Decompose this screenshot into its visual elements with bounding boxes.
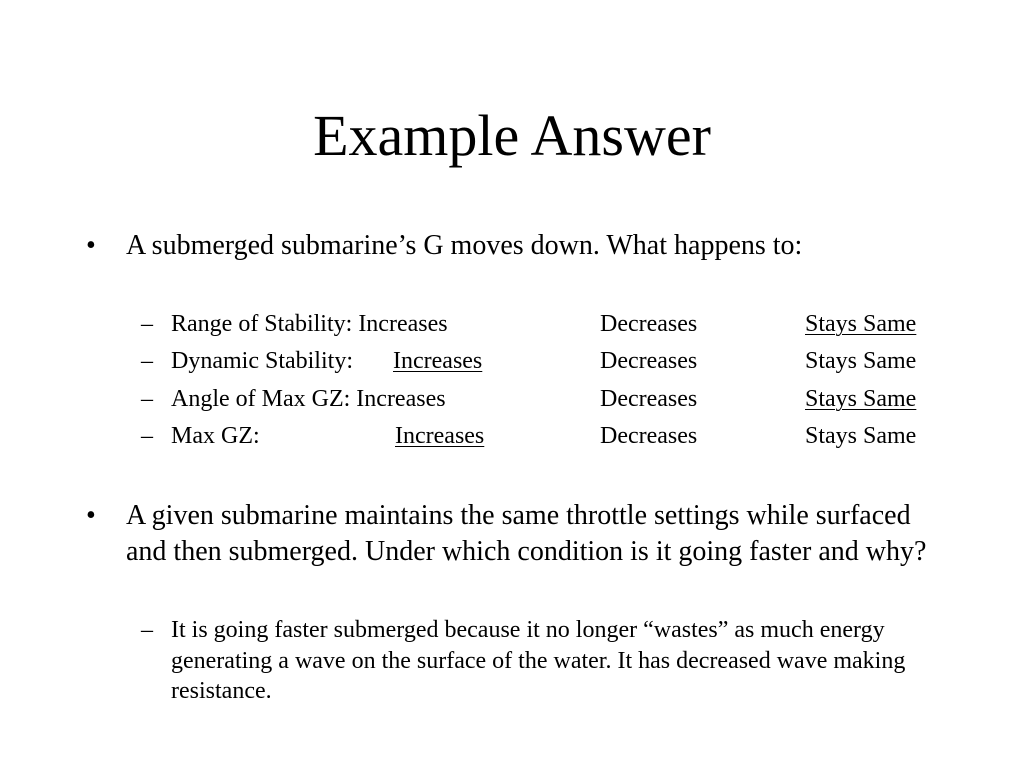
row-label: Dynamic Stability:	[171, 348, 353, 374]
option-stays-same: Stays Same	[805, 423, 917, 449]
dash-marker: –	[141, 311, 153, 337]
bullet-text: A submerged submarine’s G moves down. What happens to:	[126, 230, 803, 261]
option-stays-same: Stays Same	[805, 348, 917, 374]
dash-marker: –	[141, 348, 153, 374]
option-decreases: Decreases	[600, 311, 698, 337]
row-label: Range of Stability: Increases	[171, 311, 448, 337]
dash-marker: –	[141, 386, 153, 412]
slide-title: Example Answer	[313, 103, 711, 168]
dash-marker: –	[141, 617, 153, 643]
option-decreases: Decreases	[600, 423, 698, 449]
option-increases-selected: Increases	[395, 423, 485, 449]
row-label: Max GZ:	[171, 423, 260, 449]
option-decreases: Decreases	[600, 386, 698, 412]
option-stays-same-selected: Stays Same	[805, 311, 917, 337]
bullet-marker: •	[86, 230, 96, 261]
answer-text: It is going faster submerged because it no longer “wastes” as much energy generating a wave on the surface of the water. It has decreased wave making resistance.	[171, 617, 906, 704]
option-decreases: Decreases	[600, 348, 698, 374]
bullet-marker: •	[86, 500, 96, 531]
option-increases-selected: Increases	[393, 348, 483, 374]
row-label: Angle of Max GZ: Increases	[171, 386, 446, 412]
row-max-gz	[0, 421, 1024, 459]
option-stays-same-selected: Stays Same	[805, 386, 917, 412]
row-dynamic-stability	[0, 346, 1024, 384]
dash-marker: –	[141, 423, 153, 449]
row-range-of-stability	[0, 309, 1024, 347]
bullet-text: A given submarine maintains the same throttle settings while surfaced and then submerged. Under which condition is it going faster and why?	[126, 500, 927, 567]
row-angle-of-max-gz	[0, 384, 1024, 422]
